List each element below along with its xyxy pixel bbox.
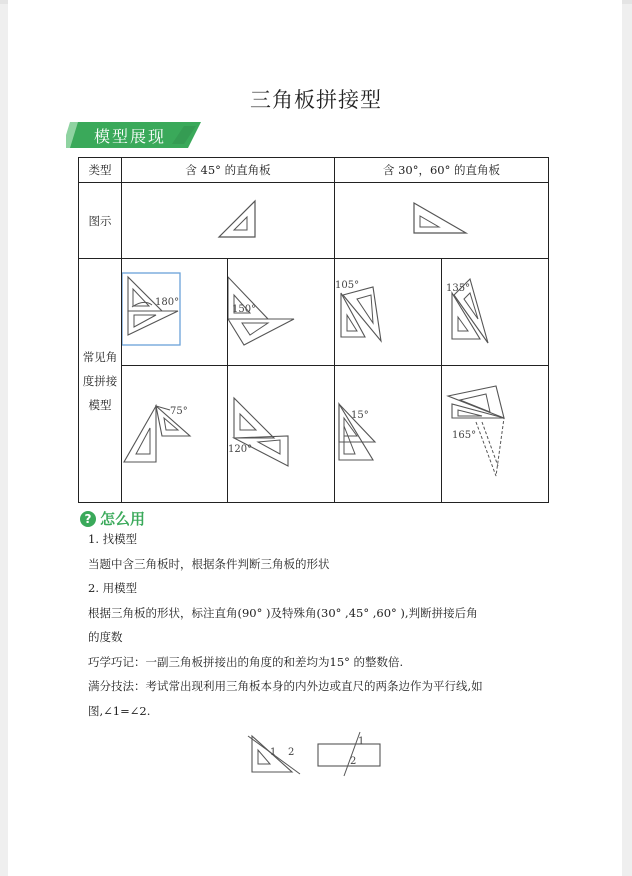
- howto-heading: [80, 508, 145, 529]
- model-15: [335, 366, 442, 503]
- angle-label-75: 75°: [170, 406, 188, 417]
- model-75: [122, 366, 228, 503]
- triangle-45-figure: [123, 183, 334, 255]
- model-165: [442, 366, 549, 503]
- models-label-line-1: 常见角: [82, 349, 118, 364]
- model-165-figure: [442, 366, 548, 499]
- howto-line-8: 图,∠1=∠2.: [88, 703, 151, 718]
- model-15-figure: [335, 366, 441, 499]
- row-label-diagram: 图示: [79, 183, 122, 259]
- models-label-line-3: 模型: [88, 397, 112, 412]
- triangle-30-60-figure: [336, 183, 548, 255]
- angle-label-135: 135°: [446, 283, 471, 294]
- model-135-figure: [442, 259, 548, 362]
- model-150-figure: [228, 259, 334, 362]
- fig-label-1: 1: [270, 747, 277, 758]
- angle-label-15: 15°: [351, 410, 369, 421]
- howto-line-6: 巧学巧记：一副三角板拼接出的角度的和差均为15° 的整数倍.: [88, 654, 404, 669]
- angle-label-105: 105°: [335, 280, 360, 291]
- angle-label-150: 150°: [232, 304, 257, 315]
- howto-line-3: 2. 用模型: [88, 581, 138, 595]
- header-45: 含 45° 的直角板: [122, 158, 335, 183]
- model-120-figure: [228, 366, 334, 499]
- howto-body: [88, 527, 538, 723]
- fig-label-1b: 1: [358, 736, 365, 747]
- howto-line-1: 1. 找模型: [88, 532, 138, 546]
- angle-label-165: 165°: [452, 430, 477, 441]
- question-icon: ?: [80, 511, 96, 527]
- page-title: 三角板拼接型: [250, 88, 382, 112]
- row-label-models: [79, 259, 122, 503]
- header-30-60: 含 30°，60° 的直角板: [335, 158, 549, 183]
- model-75-figure: [122, 366, 227, 499]
- howto-line-4: 根据三角板的形状，标注直角(90° )及特殊角(30° ,45° ,60° ),判断拼接后角: [88, 605, 478, 620]
- angle-label-180: 180°: [155, 297, 180, 308]
- model-150: [228, 259, 335, 366]
- howto-line-2: 当题中含三角板时，根据条件判断三角板的形状: [88, 556, 330, 571]
- section-heading-tag: [66, 122, 201, 148]
- angle-label-120: 120°: [228, 444, 253, 455]
- section-heading: 模型展现: [94, 127, 167, 146]
- model-105: [335, 259, 442, 366]
- model-table: [78, 157, 549, 503]
- diagram-30-60: [335, 183, 549, 259]
- models-label-line-2: 度拼接: [82, 373, 118, 388]
- howto-line-5: 的度数: [88, 630, 123, 644]
- model-105-figure: [335, 259, 441, 362]
- header-type: 类型: [79, 158, 122, 183]
- model-135: [442, 259, 549, 366]
- howto-heading-text: 怎么用: [100, 510, 146, 528]
- model-120: [228, 366, 335, 503]
- model-180: [122, 259, 228, 366]
- diagram-45: [122, 183, 335, 259]
- fig-label-2: 2: [288, 747, 295, 758]
- parallel-lines-figure: [246, 730, 388, 778]
- model-180-figure: [122, 259, 227, 362]
- howto-line-7: 满分技法：考试常出现利用三角板本身的内外边或直尺的两条边作为平行线,如: [88, 679, 483, 693]
- fig-label-2b: 2: [350, 756, 357, 767]
